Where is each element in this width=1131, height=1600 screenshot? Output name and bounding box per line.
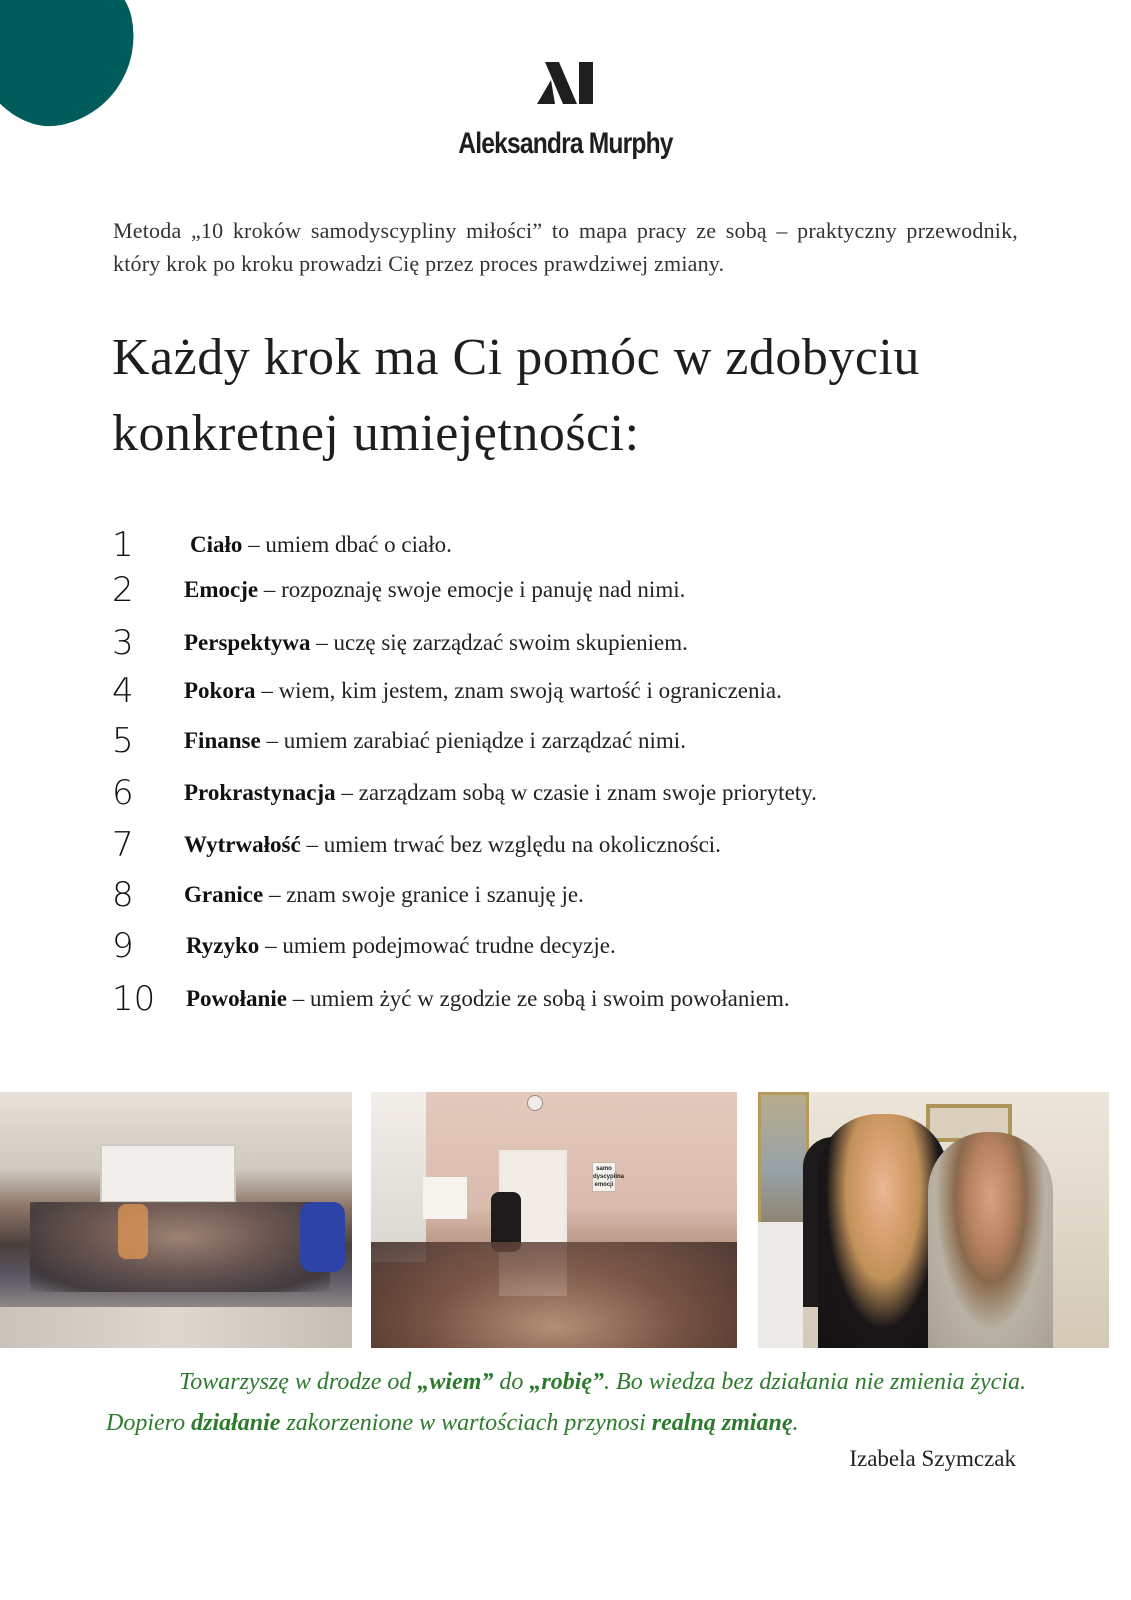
list-item [112,668,782,714]
step-description: – uczę się zarządzać swoim skupieniem. [310,630,688,655]
step-number: 10 [112,979,156,1019]
step-number: 5 [112,721,134,761]
step-number: 2 [112,570,134,610]
step-description: – rozpoznaję swoje emocje i panuję nad nimi. [258,577,686,602]
step-title: Emocje [184,577,259,602]
photo-strip [0,1092,1131,1348]
brand-logo [0,60,1131,161]
step-title: Granice [184,882,264,907]
quote-line-2: Dopiero działanie zakorzenione w wartościach przynosi realną zmianę. [106,1410,799,1436]
step-description: – znam swoje granice i szanuję je. [263,882,584,907]
photo-group-workshop [0,1092,352,1348]
step-description: – umiem żyć w zgodzie ze sobą i swoim powołaniem. [286,986,790,1011]
list-item [112,770,817,816]
quote-block [106,1362,1026,1444]
photo-two-women [758,1092,1109,1348]
list-item [112,718,686,764]
step-title: Perspektywa [184,630,311,655]
photo-workshop-session [371,1092,737,1348]
step-number: 3 [112,623,134,663]
step-number: 1 [112,525,134,565]
step-title: Powołanie [186,986,287,1011]
sign-samo: samo dyscyplina emocji [592,1162,616,1192]
logo-m-icon [537,60,595,106]
step-title: Prokrastynacja [184,780,336,805]
step-title: Pokora [184,678,256,703]
step-title: Ciało [190,532,243,557]
list-item [112,923,616,969]
step-number: 8 [112,875,134,915]
step-description: – umiem trwać bez względu na okoliczności. [300,832,721,857]
list-item [112,620,688,666]
step-description: – wiem, kim jestem, znam swoją wartość i ograniczenia. [255,678,782,703]
step-number: 7 [112,825,134,865]
list-item [112,872,584,918]
step-description: – zarządzam sobą w czasie i znam swoje priorytety. [335,780,817,805]
step-number: 6 [112,773,134,813]
intro-paragraph: Metoda „10 kroków samodyscypliny miłości” to mapa pracy ze sobą – praktyczny przewodnik, który krok po kroku prowadzi Cię przez proces prawdziwej zmiany. [113,218,1018,276]
list-item [112,567,685,613]
step-number: 4 [112,671,134,711]
quote-line-1: Towarzyszę w drodze od „wiem” do „robię”. Bo wiedza bez działania nie zmienia życia. [179,1369,1026,1395]
step-description: – umiem zarabiać pieniądze i zarządzać nimi. [260,728,686,753]
step-description: – umiem podejmować trudne decyzje. [259,933,616,958]
step-number: 9 [112,926,134,966]
list-item [112,522,452,568]
signature: Izabela Szymczak [849,1446,1016,1471]
step-description: – umiem dbać o ciało. [242,532,452,557]
list-item [112,976,790,1022]
heading-line-2: konkretnej umiejętności: [112,405,640,462]
list-item [112,822,721,868]
page-heading [112,320,1052,472]
step-title: Ryzyko [186,933,260,958]
step-title: Wytrwałość [184,832,301,857]
heading-line-1: Każdy krok ma Ci pomóc w zdobyciu [112,329,920,386]
brand-name: Aleksandra Murphy [458,127,673,160]
step-title: Finanse [184,728,261,753]
